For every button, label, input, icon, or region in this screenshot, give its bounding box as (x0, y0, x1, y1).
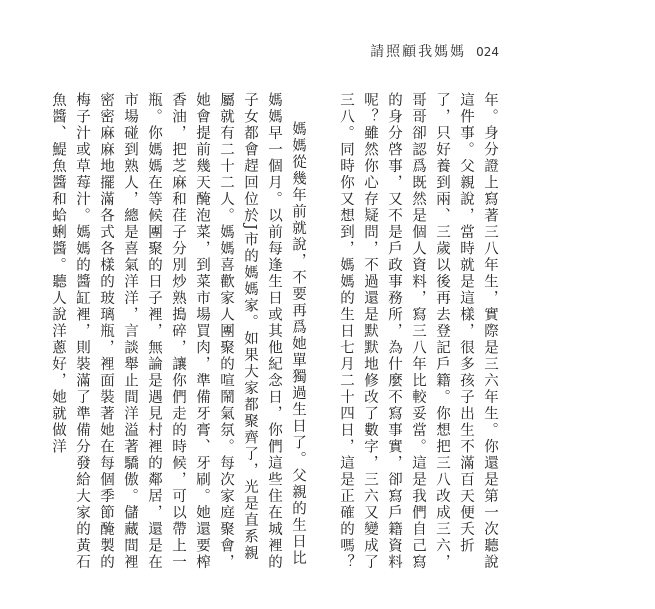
paragraph: 媽媽從幾年前就說，不要再爲她單獨過生日了。父親的生日比媽媽早一個月。以前每逢生日或其他紀念日，你們這些住在城裡的子女都會趕回位於J市的媽媽家。如果大家都聚齊了，光是直系親屬就有二十二人。媽媽喜歡家人團聚的喧鬧氣氛。每次家庭聚會，她會提前幾天醃泡菜，到菜市場買肉，準備牙膏、牙刷。她還要榨香油，把芝麻和荏子分別炒熟搗碎，讓你們走的時候，可以帶上一瓶。你媽媽在等候團聚的日子裡，無論是遇見村裡的鄰居，還是在市場碰到熟人，總是喜氣洋洋，言談舉止間洋溢著驕傲。儲藏間裡密密麻麻地擺滿各式各樣的玻璃瓶，裡面裝著她在每個季節醃製的梅子汁或草莓汁。媽媽的醬缸裡，則裝滿了準備分發給大家的黃石魚醬、鯷魚醬和蛤蜊醬。聽人說洋蔥好，她就做洋 (50, 92, 306, 571)
page-number: 024 (476, 45, 499, 59)
book-title: 請照顧我媽媽 (370, 44, 467, 60)
paragraph: 年。身分證上寫著三八年生，實際是三六年生。你還是第一次聽說這件事。父親說，當時就是這樣，很多孩子出生不滿百天便夭折了，只好養到兩、三歲以後再去登記戶籍。你想把三八改成三六，哥哥卻認爲既然是個人資料，寫三八年比較妥當。這是我們自己寫的身分啓事，又不是戶政事務所，為什麼不寫事實，卻寫戶籍資料呢？雖然你心存疑問，不過還是默默地修改了數字，三六又變成了三八。同時你又想到，媽媽的生日七月二十四日，這是正確的嗎？ (338, 92, 498, 571)
running-header (370, 41, 499, 61)
body-text (50, 92, 502, 572)
